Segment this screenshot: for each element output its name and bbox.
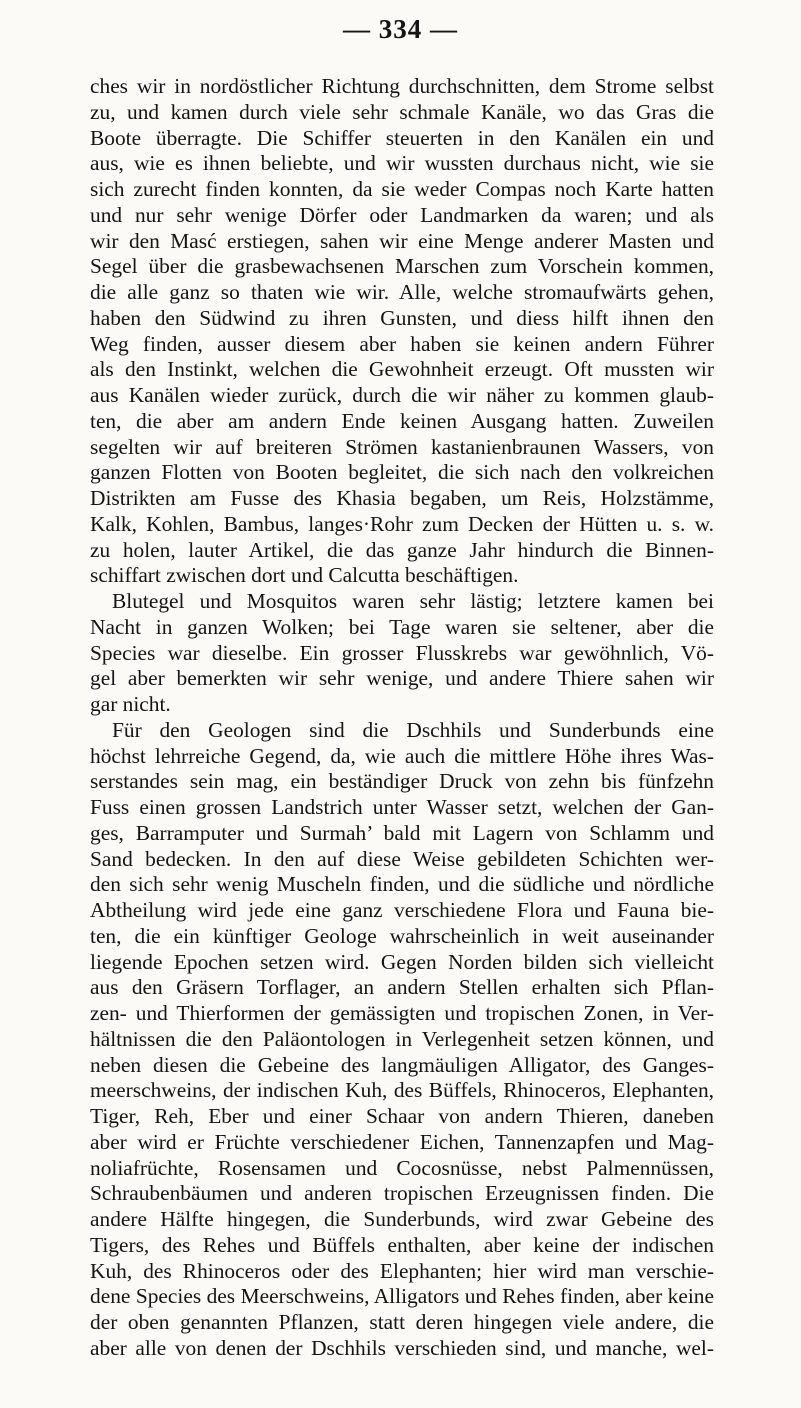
text-line: ches wir in nordöstlicher Richtung durchschnitten, dem Strome selbst [90, 74, 714, 98]
text-line: serstandes sein mag, ein beständiger Druck von zehn bis fünfzehn [90, 769, 714, 794]
text-line: zu, und kamen durch viele sehr schmale Kanäle, wo das Gras die [90, 99, 714, 124]
text-line: wir den Masć erstiegen, sahen wir eine Menge anderer Masten und [90, 228, 714, 253]
text-line: Segel über die grasbewachsenen Marschen zum Vorschein kommen, [90, 254, 714, 279]
text-line: meerschweins, der indischen Kuh, des Büffels, Rhinoceros, Elephanten, [90, 1078, 714, 1103]
text-line: Kalk, Kohlen, Bambus, langes·Rohr zum Decken der Hütten u. s. w. [90, 511, 714, 536]
text-line: ganzen Flotten von Booten begleitet, die sich nach den volkreichen [90, 460, 714, 485]
text-line: sich zurecht finden konnten, da sie weder Compas noch Karte hatten [90, 177, 714, 201]
text-line: den sich sehr wenig Muscheln finden, und die südliche und nördliche [90, 872, 714, 897]
text-line: und nur sehr wenige Dörfer oder Landmarken da waren; und als [90, 202, 714, 227]
text-line: segelten wir auf breiteren Strömen kastanienbraunen Wassers, von [90, 434, 714, 459]
text-line: gar nicht. [90, 692, 171, 716]
text-line: Blutegel und Mosquitos waren sehr lästig; letztere kamen bei [112, 589, 714, 613]
text-line: haben den Südwind zu ihren Gunsten, und diess hilft ihnen den [90, 305, 714, 330]
text-line: Tiger, Reh, Eber und einer Schaar von andern Thieren, daneben [90, 1104, 714, 1128]
text-line: aus Kanälen wieder zurück, durch die wir näher zu kommen glaub- [90, 383, 714, 407]
text-line: zen- und Thierformen der gemässigten und tropischen Zonen, in Ver- [90, 1001, 714, 1025]
text-line: Für den Geologen sind die Dschhils und Sunderbunds eine [112, 717, 714, 742]
text-line: Boote überragte. Die Schiffer steuerten in den Kanälen ein und [90, 125, 714, 150]
text-line: aber alle von denen der Dschhils verschieden sind, und manche, wel- [90, 1335, 714, 1360]
text-line: Kuh, des Rhinoceros oder des Elephanten; hier wird man verschie- [90, 1258, 714, 1283]
text-line: aus den Gräsern Torflager, an andern Stellen erhalten sich Pflan- [90, 975, 714, 1000]
text-line: aus, wie es ihnen beliebte, und wir wussten durchaus nicht, wie sie [90, 151, 714, 176]
text-line: dene Species des Meerschweins, Alligators und Rehes finden, aber keine [90, 1284, 714, 1309]
text-line: ges, Barramputer und Surmah’ bald mit Lagern von Schlamm und [90, 820, 714, 845]
text-line: Tigers, des Rehes und Büffels enthalten, aber keine der indischen [90, 1232, 714, 1257]
page-number: — 334 — [343, 14, 458, 44]
text-line: liegende Epochen setzen wird. Gegen Norden bilden sich vielleicht [90, 949, 714, 974]
text-line: andere Hälfte hingegen, die Sunderbunds, wird zwar Gebeine des [90, 1207, 714, 1231]
text-line: Species war dieselbe. Ein grosser Flusskrebs war gewöhnlich, Vö- [90, 640, 714, 665]
text-line: die alle ganz so thaten wie wir. Alle, welche stromaufwärts gehen, [90, 280, 714, 304]
text-line: zu holen, lauter Artikel, die das ganze Jahr hindurch die Binnen- [90, 537, 714, 562]
text-line: hältnissen die den Paläontologen in Verlegenheit setzen können, und [90, 1026, 714, 1051]
text-line: ten, die aber am andern Ende keinen Ausgang hatten. Zuweilen [90, 408, 714, 433]
text-line: der oben genannten Pflanzen, statt deren hingegen viele andere, die [90, 1310, 714, 1334]
text-line: noliafrüchte, Rosensamen und Cocosnüsse, nebst Palmennüssen, [90, 1155, 714, 1180]
text-line: Schraubenbäumen und anderen tropischen Erzeugnissen finden. Die [90, 1181, 714, 1206]
text-line: Distrikten am Fusse des Khasia begaben, um Reis, Holzstämme, [90, 486, 714, 510]
text-line: Weg finden, ausser diesem aber haben sie keinen andern Führer [90, 331, 714, 356]
text-line: höchst lehrreiche Gegend, da, wie auch die mittlere Höhe ihres Was- [90, 743, 714, 768]
text-line: Abtheilung wird jede eine ganz verschiedene Flora und Fauna bie- [90, 898, 714, 922]
text-line: gel aber bemerkten wir sehr wenige, und andere Thiere sahen wir [90, 666, 714, 691]
text-line: ten, die ein künftiger Geologe wahrscheinlich in weit auseinander [90, 923, 714, 948]
text-line: neben diesen die Gebeine des langmäuligen Alligator, des Ganges- [90, 1052, 714, 1077]
text-line: Nacht in ganzen Wolken; bei Tage waren sie seltener, aber die [90, 614, 714, 639]
text-line: schiffart zwischen dort und Calcutta beschäftigen. [90, 563, 519, 588]
text-line: Fuss einen grossen Landstrich unter Wasser setzt, welchen der Gan- [90, 795, 714, 819]
text-line: Sand bedecken. In den auf diese Weise gebildeten Schichten wer- [90, 846, 714, 871]
body-text [90, 74, 714, 1362]
text-line: aber wird er Früchte verschiedener Eichen, Tannenzapfen und Mag- [90, 1129, 714, 1154]
text-line: als den Instinkt, welchen die Gewohnheit erzeugt. Oft mussten wir [90, 357, 714, 382]
